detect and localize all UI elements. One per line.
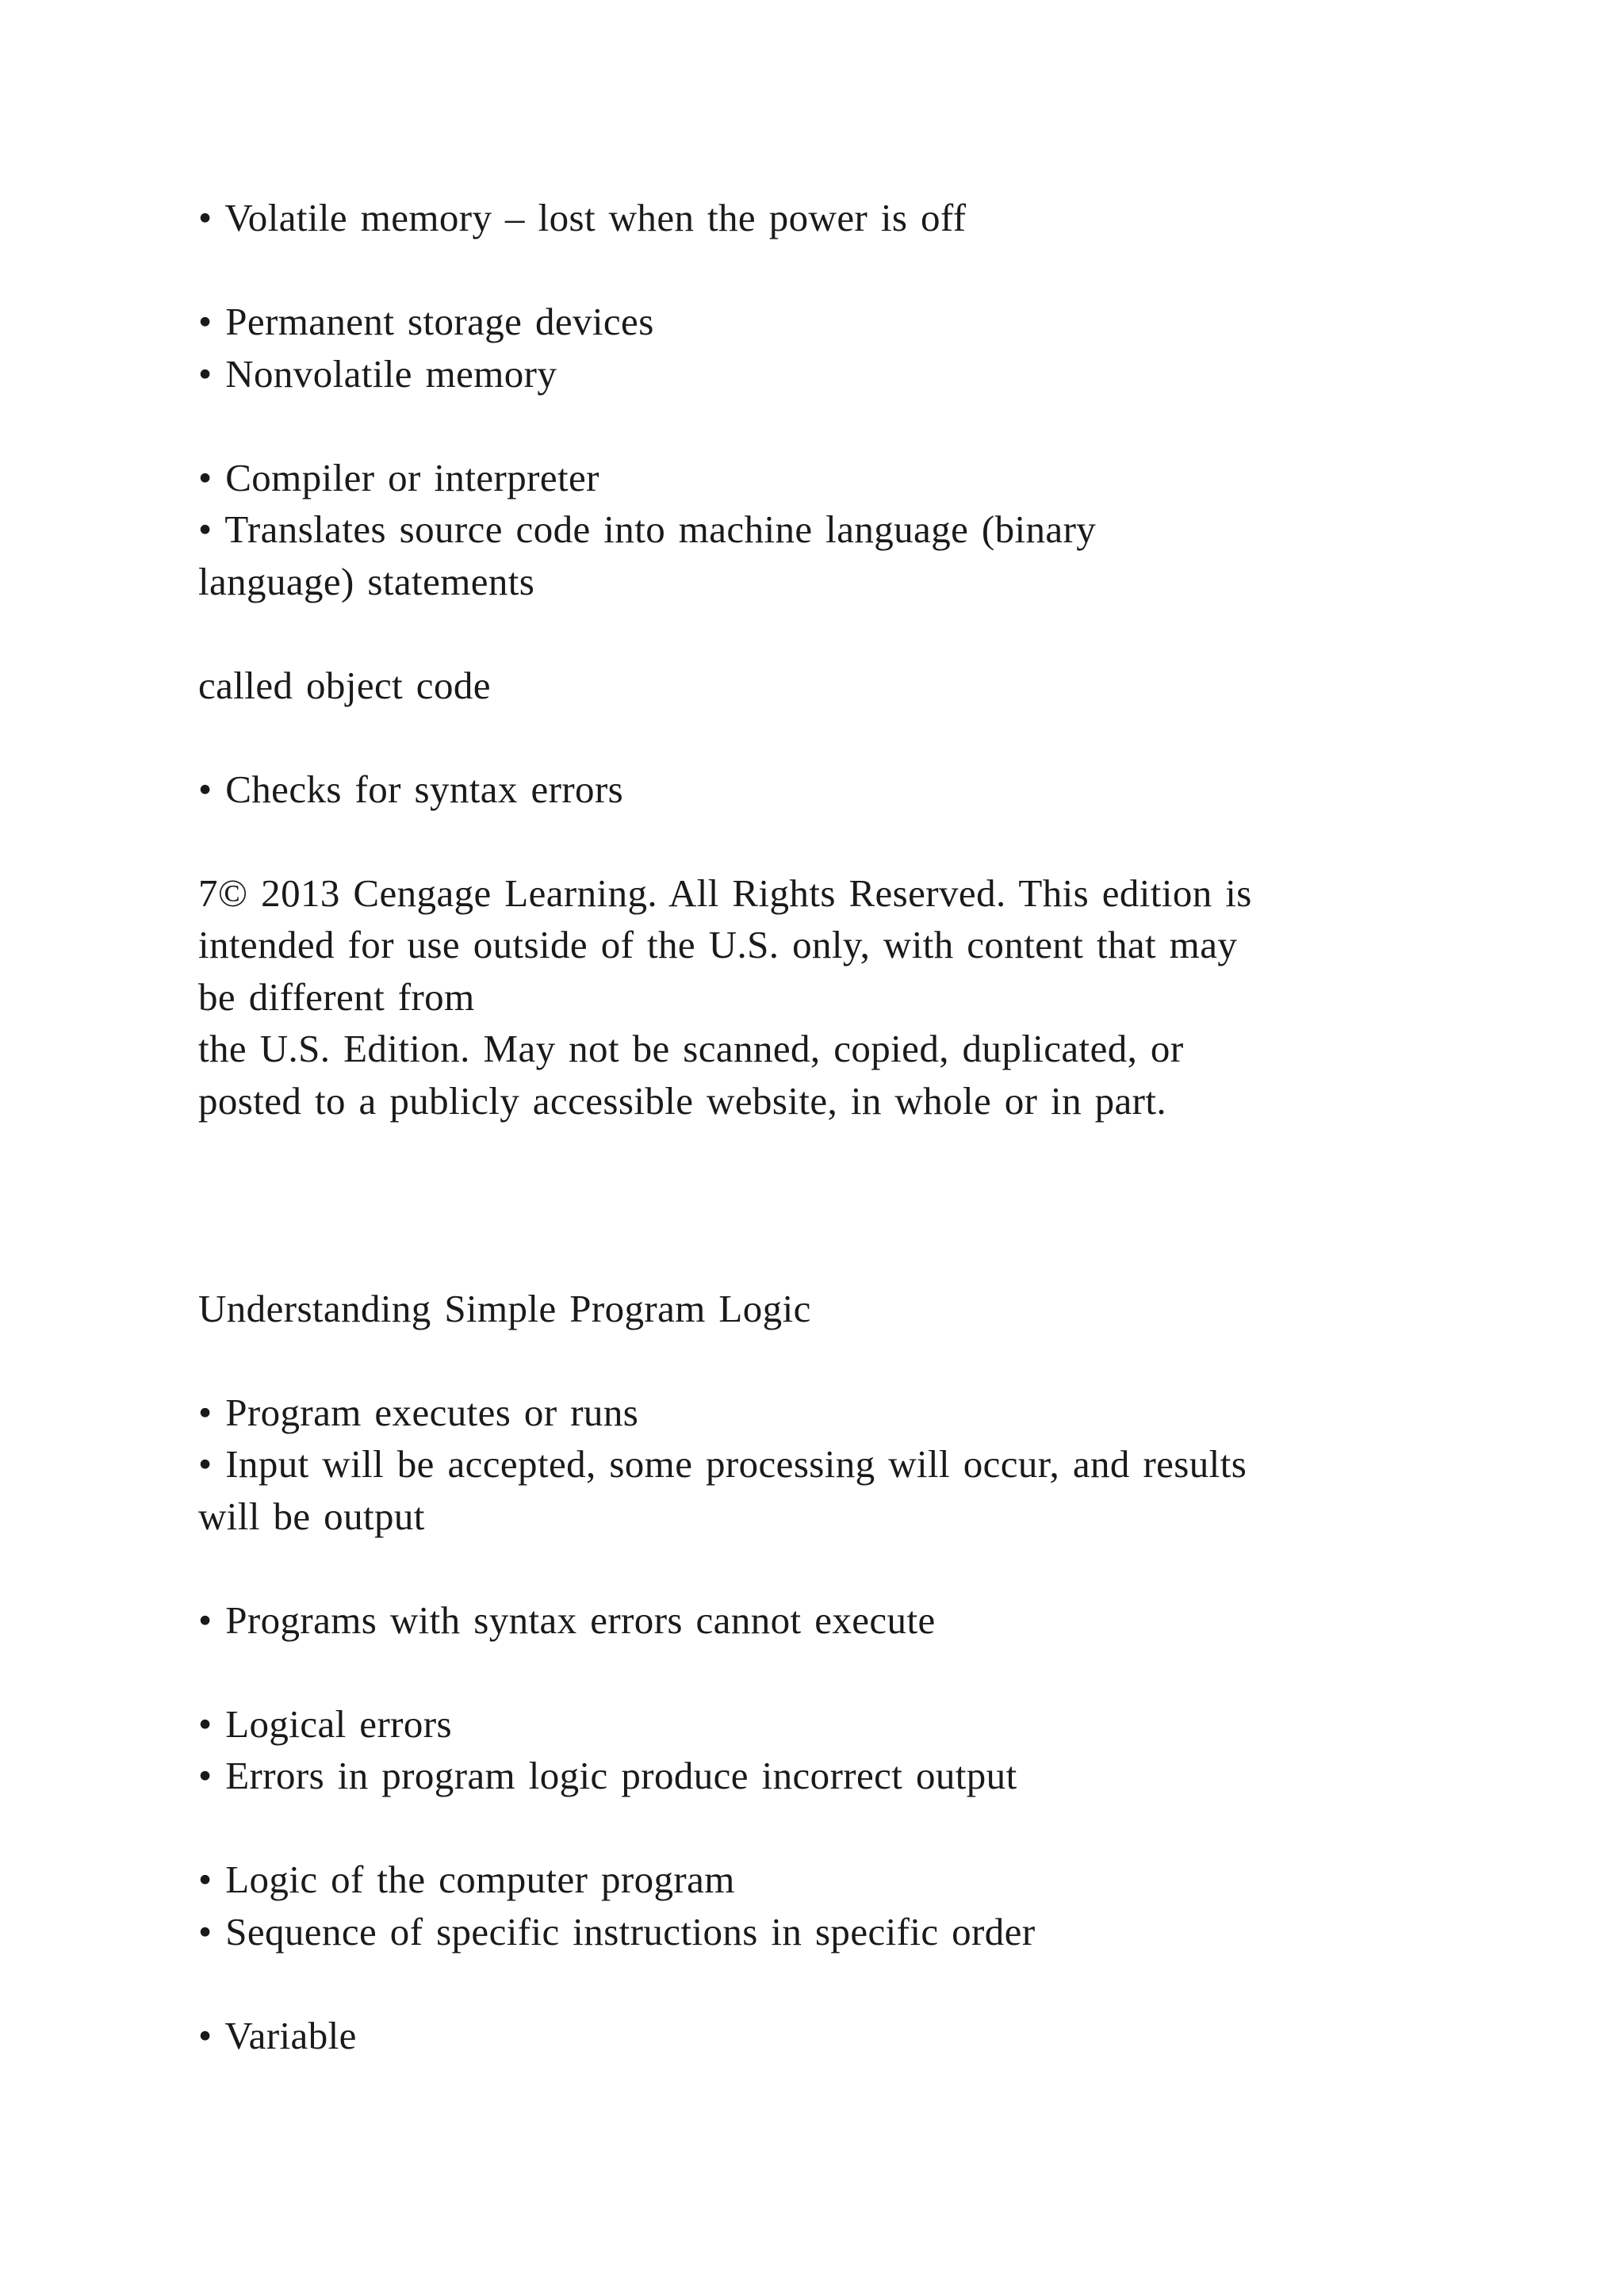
- blank-space: [198, 1127, 1459, 1283]
- text-object-code: called object code: [198, 663, 491, 707]
- copyright-line: 7© 2013 Cengage Learning. All Rights Reserved. This edition is: [198, 871, 1252, 915]
- section-heading: Understanding Simple Program Logic: [198, 1286, 811, 1330]
- bullet-syntax-errors: • Checks for syntax errors: [198, 767, 624, 811]
- copyright-line: the U.S. Edition. May not be scanned, copied, duplicated, or: [198, 1027, 1184, 1070]
- bullet-permanent-storage: • Permanent storage devices: [198, 300, 654, 343]
- bullet-variable: • Variable: [198, 2013, 357, 2057]
- blank-line: [198, 1334, 1459, 1387]
- blank-line: [198, 1542, 1459, 1594]
- bullet-sequence-instructions: • Sequence of specific instructions in specific order: [198, 1909, 1036, 1954]
- copyright-line: intended for use outside of the U.S. only, with content that may: [198, 923, 1238, 966]
- blank-line: [198, 815, 1459, 867]
- bullet-errors-in-logic: • Errors in program logic produce incorrect output: [198, 1754, 1017, 1797]
- bullet-program-executes: • Program executes or runs: [198, 1390, 639, 1434]
- blank-line: [198, 244, 1459, 297]
- blank-line: [198, 1802, 1459, 1854]
- bullet-logic-of-program: • Logic of the computer program: [198, 1858, 735, 1901]
- bullet-logical-errors: • Logical errors: [198, 1701, 452, 1746]
- blank-line: [198, 400, 1459, 452]
- copyright-line: be different from: [198, 974, 475, 1019]
- copyright-line: posted to a publicly accessible website, in whole or in part.: [198, 1078, 1167, 1123]
- text-continuation: will be output: [198, 1494, 425, 1538]
- bullet-translates-source: • Translates source code into machine language (binary: [198, 507, 1097, 551]
- blank-line: [198, 1646, 1459, 1698]
- document-body: [198, 192, 1459, 2061]
- text-continuation: language) statements: [198, 559, 535, 603]
- bullet-compiler: • Compiler or interpreter: [198, 455, 599, 499]
- blank-line: [198, 1957, 1459, 2010]
- bullet-volatile-memory: • Volatile memory – lost when the power is off: [198, 196, 967, 239]
- blank-line: [198, 711, 1459, 763]
- bullet-syntax-cannot-execute: • Programs with syntax errors cannot execute: [198, 1598, 936, 1642]
- bullet-nonvolatile-memory: • Nonvolatile memory: [198, 351, 557, 396]
- bullet-input-accepted: • Input will be accepted, some processing will occur, and results: [198, 1442, 1247, 1486]
- blank-line: [198, 607, 1459, 660]
